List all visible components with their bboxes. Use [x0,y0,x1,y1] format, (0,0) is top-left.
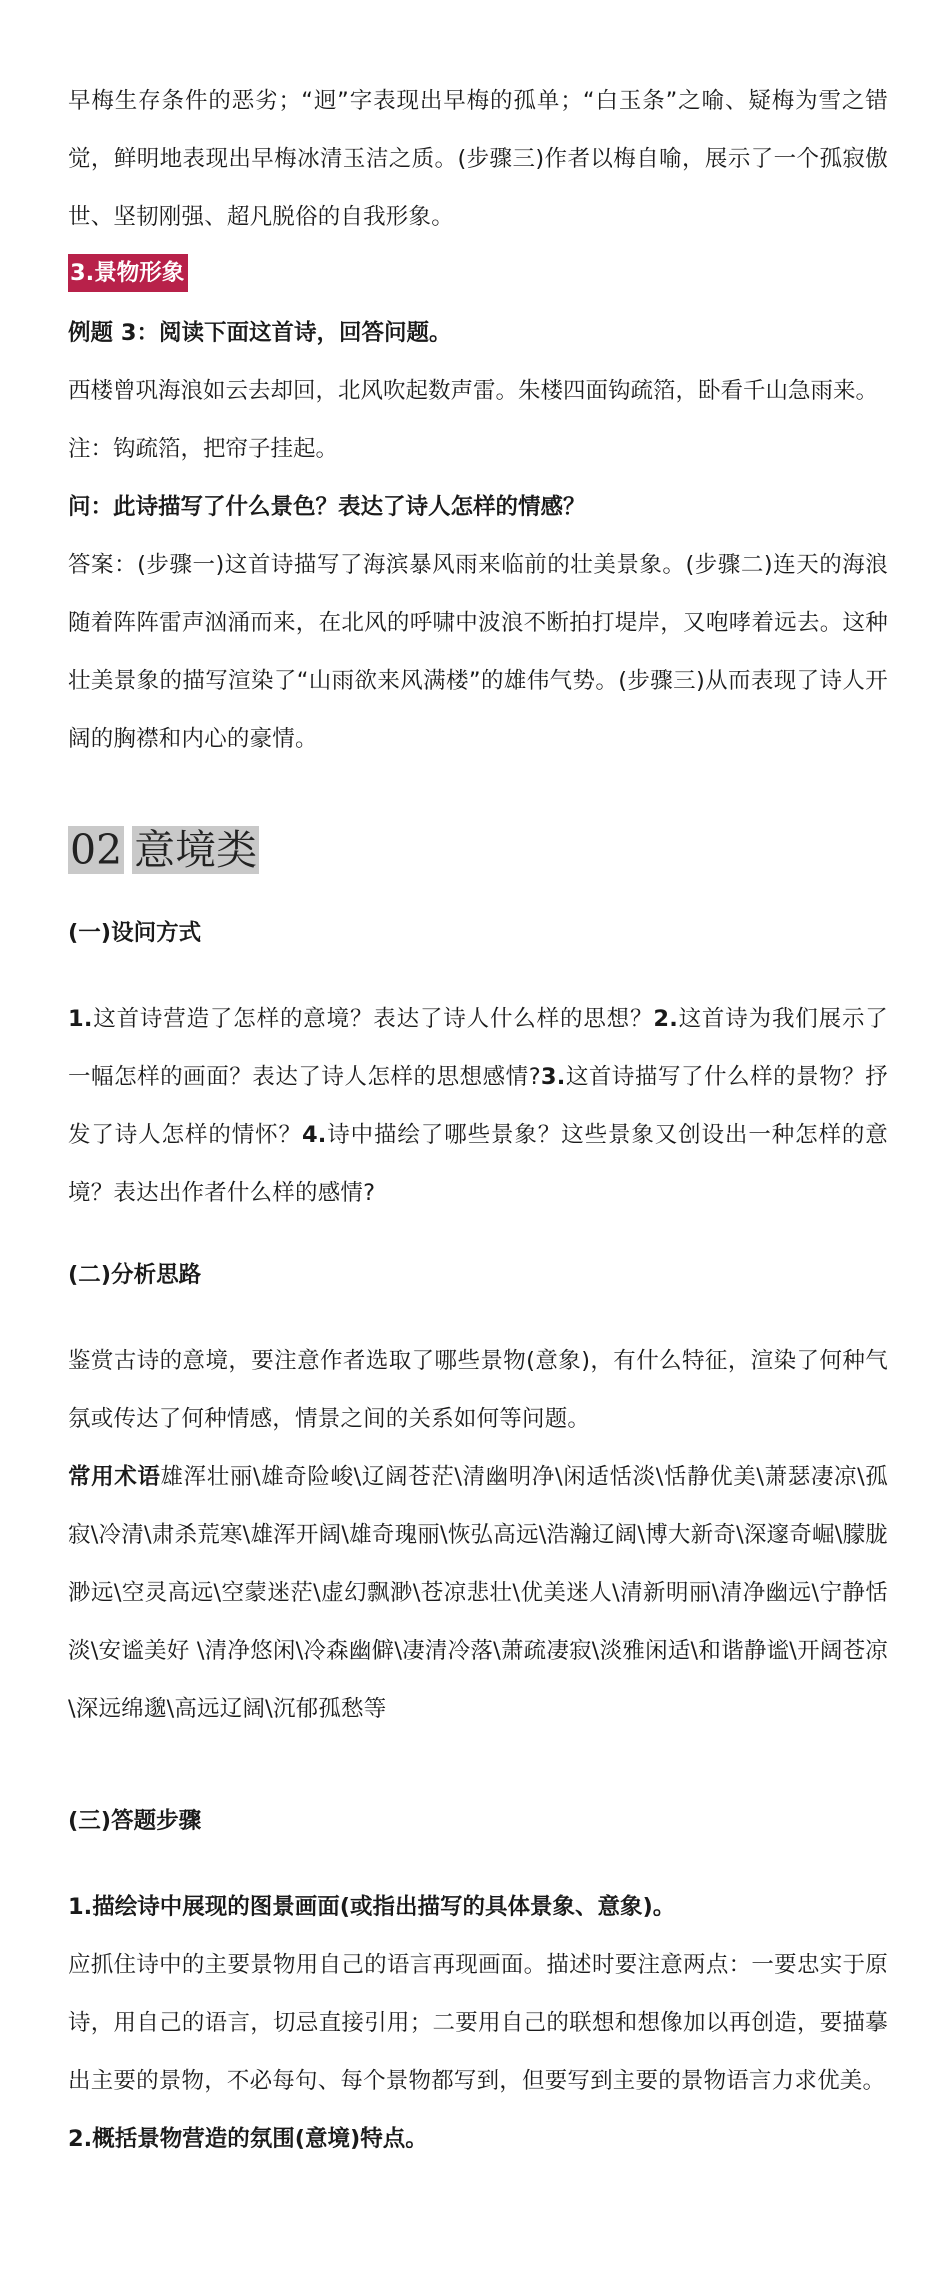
question-text: 问：此诗描写了什么景色？表达了诗人怎样的情感？ [68,494,586,520]
step-1-paragraph: 应抓住诗中的主要景物用自己的语言再现画面。描述时要注意两点：一要忠实于原诗，用自己的语言，切忌直接引用；二要用自己的联想和想像加以再创造，要描摹出主要的景物，不必每句、每个景物都写到，但要写到主要的景物语言力求优美。 [68,1952,888,2094]
subheading-analysis: (二)分析思路 [68,1262,202,1288]
step-1-heading: 1.描绘诗中展现的图景画面(或指出描写的具体景象、意象)。 [68,1894,676,1920]
poem-note: 注：钩疏箔，把帘子挂起。 [68,436,339,462]
step-2-heading: 2.概括景物营造的氛围(意境)特点。 [68,2126,428,2152]
question-2-num: 2. [653,1006,678,1032]
question-3-num: 3. [540,1064,566,1090]
section-title: 意境类 [134,826,258,874]
example-heading: 例题 3：阅读下面这首诗，回答问题。 [68,320,452,346]
question-1-text: 这首诗营造了怎样的意境？表达了诗人什么样的思想？ [92,1006,654,1032]
terms-paragraph [68,1448,888,1738]
subheading-question-style: (一)设问方式 [68,920,202,946]
question-4-text: 诗中描绘了哪些景象？这些景象又创设出一种怎样的意境？表达出作者什么样的感情? [68,1122,888,1206]
poem-text: 西楼曾巩海浪如云去却回，北风吹起数声雷。朱楼四面钩疏箔，卧看千山急雨来。 [68,378,879,404]
analysis-paragraph: 鉴赏古诗的意境，要注意作者选取了哪些景物(意象)，有什么特征，渲染了何种气氛或传达了何种情感，情景之间的关系如何等问题。 [68,1348,888,1432]
section-heading [68,822,259,878]
terms-list: 雄浑壮丽\雄奇险峻\辽阔苍茫\清幽明净\闲适恬淡\恬静优美\萧瑟凄凉\孤寂\冷清\肃杀荒寒\雄浑开阔\雄奇瑰丽\恢弘高远\浩瀚辽阔\博大新奇\深邃奇崛\朦胧渺远\空灵高远\空蒙迷茫\虚幻飘渺\苍凉悲壮\优美迷人\清新明丽\清净幽远\宁静恬淡\安谧美好 \清净悠闲\冷森幽僻\凄清冷落\萧疏凄寂\淡雅闲适\和谐静谧\开阔苍凉\深远绵邈\高远辽阔\沉郁孤愁等 [68,1464,889,1722]
question-2-text: 这首诗为我们展示了一幅怎样的画面？表达了诗人怎样的思想感情? [68,1006,888,1090]
intro-paragraph: 早梅生存条件的恶劣；“迥”字表现出早梅的孤单；“白玉条”之喻、疑梅为雪之错觉，鲜明地表现出早梅冰清玉洁之质。(步骤三)作者以梅自喻，展示了一个孤寂傲世、坚韧刚强、超凡脱俗的自我形象。 [68,88,888,230]
section-tag-scenery-image: 3.景物形象 [68,254,188,292]
question-1-num: 1. [68,1006,93,1032]
answer-paragraph: 答案：(步骤一)这首诗描写了海滨暴风雨来临前的壮美景象。(步骤二)连天的海浪随着阵阵雷声汹涌而来，在北风的呼啸中波浪不断拍打堤岸，又咆哮着远去。这种壮美景象的描写渲染了“山雨欲来风满楼”的雄伟气势。(步骤三)从而表现了诗人开阔的胸襟和内心的豪情。 [68,552,888,752]
question-4-num: 4. [301,1122,327,1148]
question-list [68,990,888,1222]
subheading-answer-steps: (三)答题步骤 [68,1808,202,1834]
terms-label: 常用术语 [68,1464,161,1490]
section-number: 02 [70,826,123,874]
question-3-text: 这首诗描写了什么样的景物？抒发了诗人怎样的情怀？ [68,1064,888,1148]
